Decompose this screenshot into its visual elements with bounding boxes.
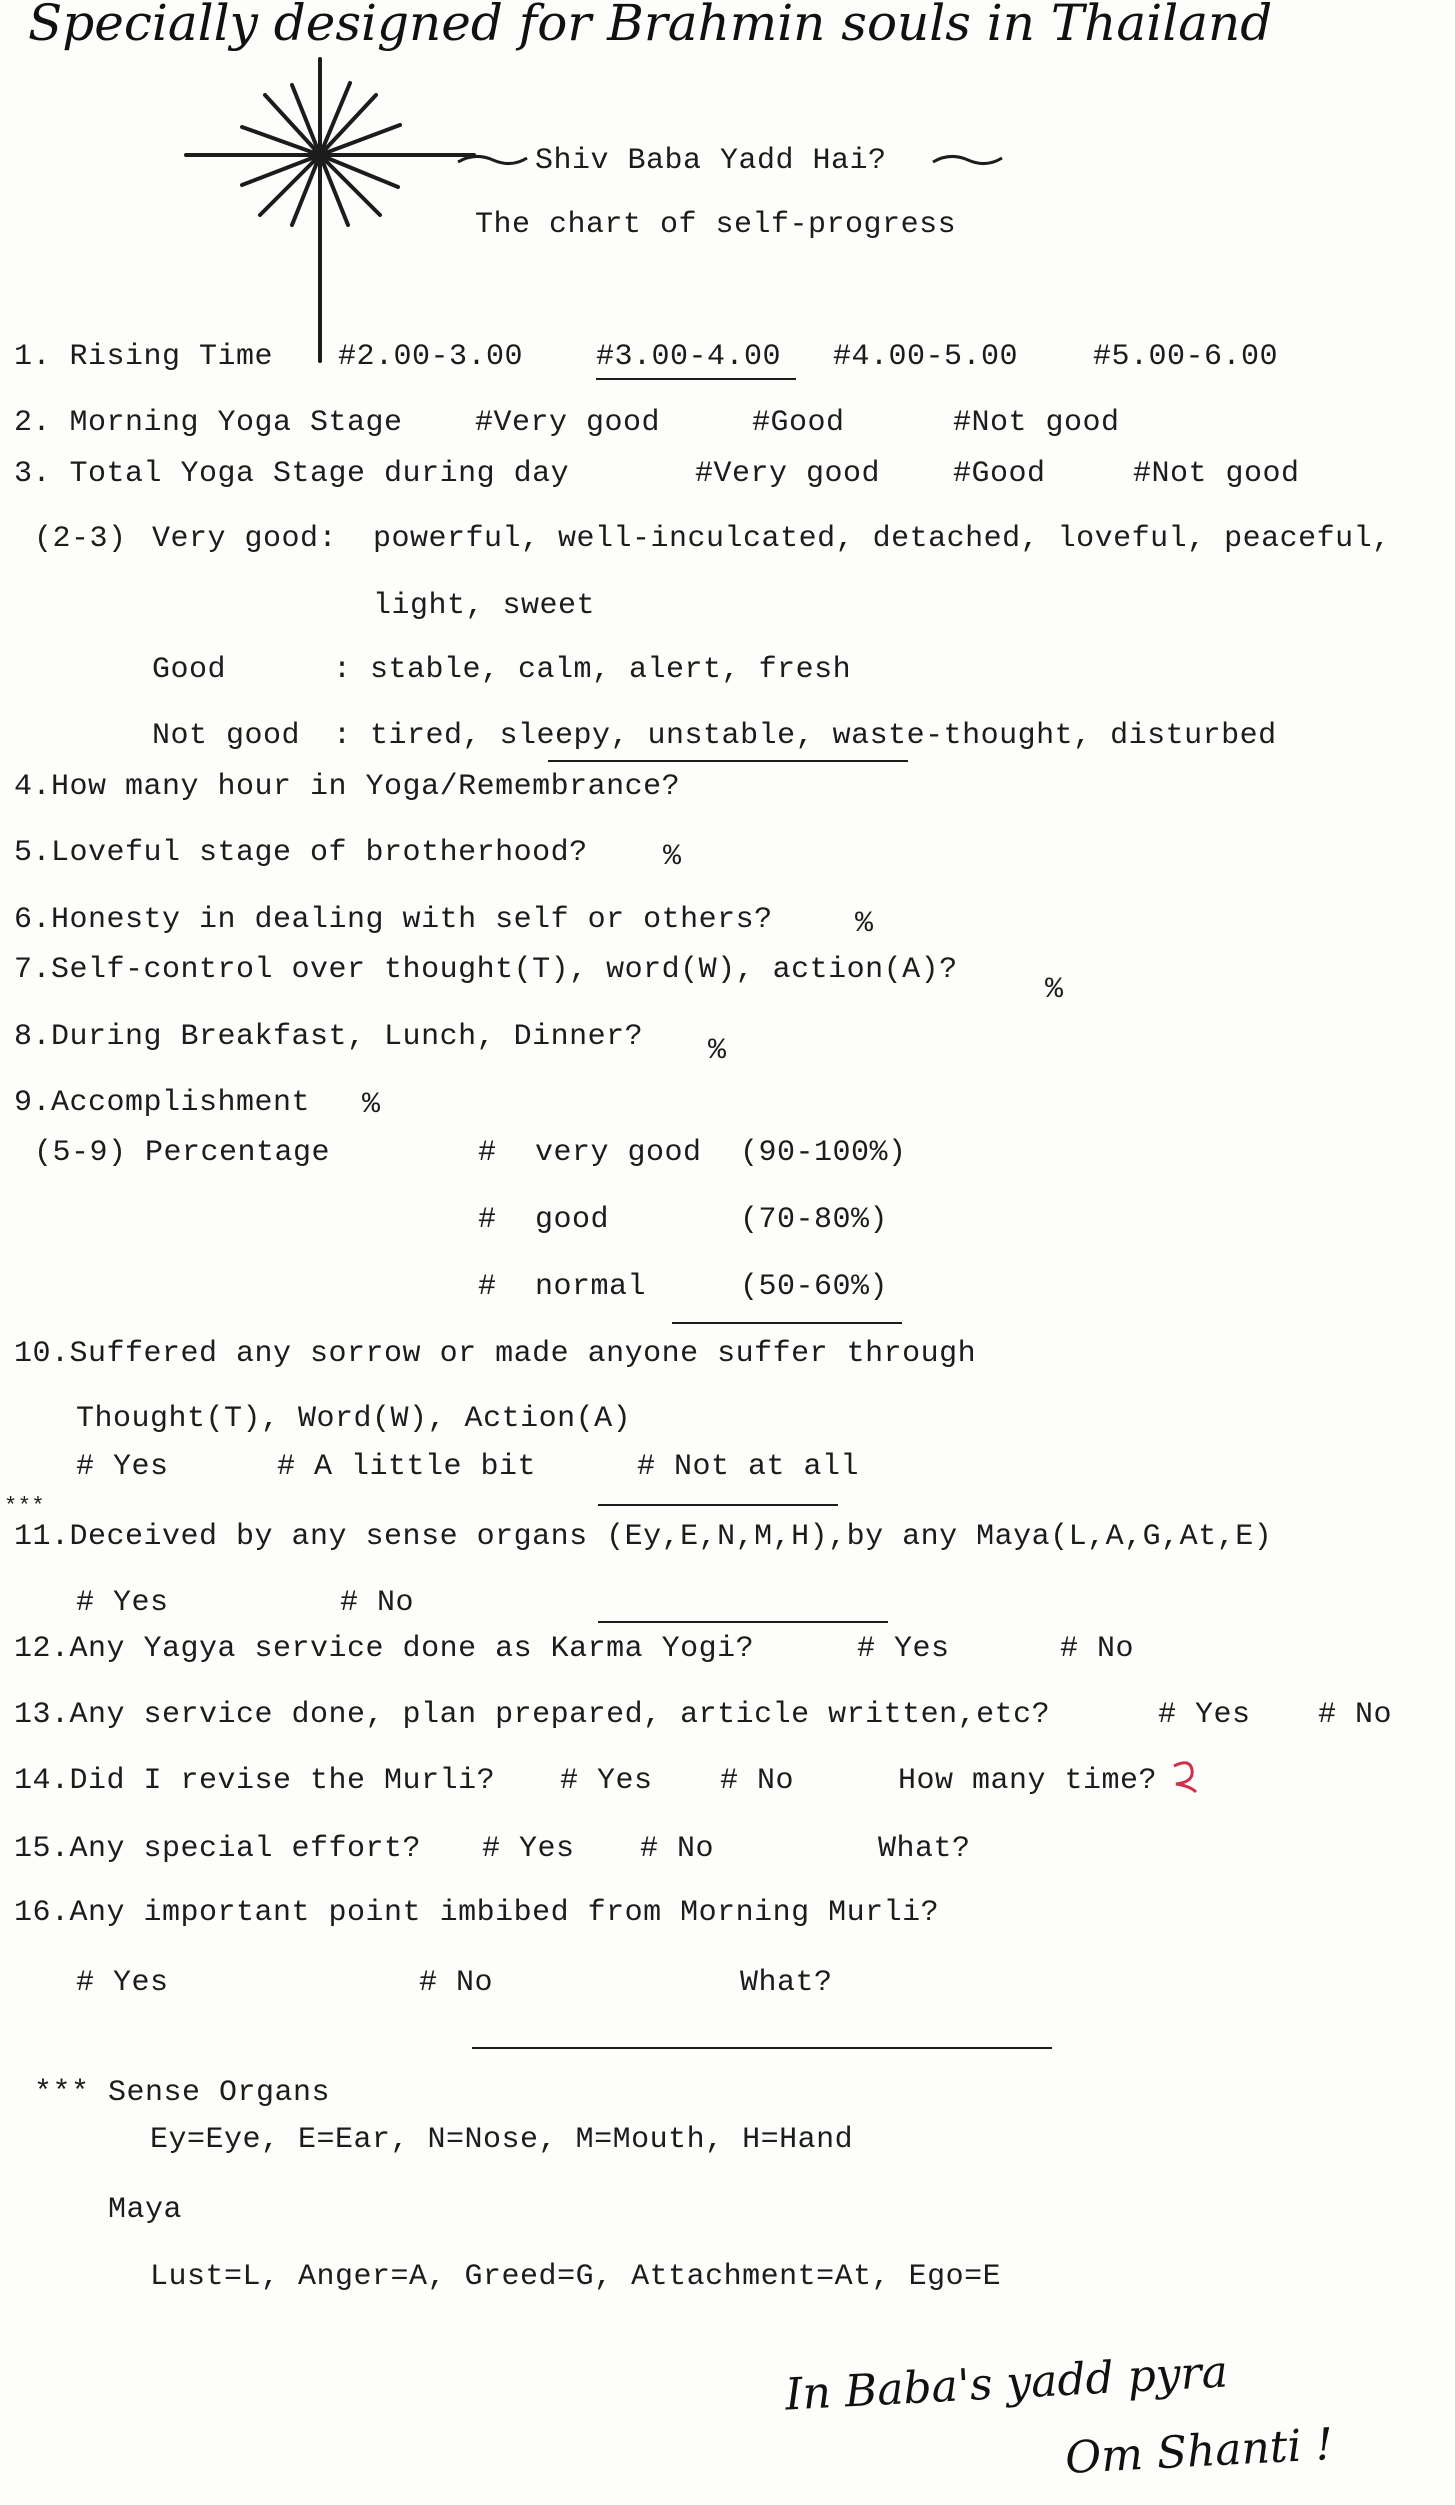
q2-option-1: #Very good (475, 406, 661, 440)
section-divider (472, 2047, 1052, 2049)
question-5: 5.Loveful stage of brotherhood? (14, 836, 588, 870)
scale-label-normal: normal (535, 1270, 647, 1304)
q15-option-2: # No (640, 1832, 715, 1866)
page-title: Shiv Baba Yadd Hai? (535, 144, 887, 178)
legend-not-good-text: : tired, sleepy, unstable, waste-thought, disturbed (333, 719, 1277, 753)
q3-option-1: #Very good (695, 457, 881, 491)
question-9: 9.Accomplishment (14, 1086, 311, 1120)
tilde-flourish-left (455, 150, 530, 170)
q14-how-many-times: How many time? (898, 1764, 1158, 1798)
footnote-sense-organs: Ey=Eye, E=Ear, N=Nose, M=Mouth, H=Hand (150, 2123, 854, 2157)
question-16: 16.Any important point imbibed from Morning Murli? (14, 1896, 940, 1930)
question-12: 12.Any Yagya service done as Karma Yogi? (14, 1632, 755, 1666)
question-4: 4.How many hour in Yoga/Remembrance? (14, 770, 681, 804)
page-subtitle: The chart of self-progress (475, 208, 957, 242)
q2-option-3: #Not good (953, 406, 1120, 440)
underline (672, 1322, 902, 1324)
question-6: 6.Honesty in dealing with self or others? (14, 903, 773, 937)
q10-option-1: # Yes (76, 1450, 169, 1484)
q1-option-1: #2.00-3.00 (338, 340, 524, 374)
scale-range-very-good: (90-100%) (740, 1136, 907, 1170)
question-11: 11.Deceived by any sense organs (Ey,E,N,M,H),by any Maya(L,A,G,At,E) (14, 1520, 1273, 1554)
handwritten-header-note: Specially designed for Brahmin souls in Thailand (28, 0, 1273, 52)
legend-very-good-text-2: light, sweet (373, 589, 596, 623)
q15-what: What? (878, 1832, 971, 1866)
q6-percent-mark: % (855, 907, 874, 941)
q1-option-2: #3.00-4.00 (596, 340, 782, 374)
legend-prefix: (2-3) (34, 522, 127, 556)
legend-good-text: : stable, calm, alert, fresh (333, 653, 852, 687)
q12-option-1: # Yes (857, 1632, 950, 1666)
q16-option-1: # Yes (76, 1966, 169, 2000)
scale-mark-2: # (478, 1203, 497, 1237)
legend-good-label: Good (152, 653, 227, 687)
underline (548, 760, 908, 762)
q14-option-1: # Yes (560, 1764, 653, 1798)
question-10: 10.Suffered any sorrow or made anyone suffer through (14, 1337, 977, 1371)
q3-option-2: #Good (953, 457, 1046, 491)
scale-range-good: (70-80%) (740, 1203, 889, 1237)
question-7: 7.Self-control over thought(T), word(W), action(A)? (14, 953, 958, 987)
q8-percent-mark: % (708, 1034, 727, 1068)
q1-option-3: #4.00-5.00 (833, 340, 1019, 374)
scale-label-good: good (535, 1203, 610, 1237)
q3-option-3: #Not good (1133, 457, 1300, 491)
footnote-maya: Lust=L, Anger=A, Greed=G, Attachment=At, Ego=E (150, 2260, 1002, 2294)
scale-range-normal: (50-60%) (740, 1270, 889, 1304)
q15-option-1: # Yes (482, 1832, 575, 1866)
q11-option-1: # Yes (76, 1586, 169, 1620)
legend-not-good-label: Not good (152, 719, 301, 753)
legend-very-good-label: Very good: (152, 522, 338, 556)
question-1: 1. Rising Time (14, 340, 274, 374)
question-2: 2. Morning Yoga Stage (14, 406, 403, 440)
footnote-heading: *** Sense Organs (34, 2076, 331, 2110)
percentage-scale-label: (5-9) Percentage (34, 1136, 331, 1170)
scale-mark-3: # (478, 1270, 497, 1304)
underline (598, 1504, 838, 1506)
q12-option-2: # No (1060, 1632, 1135, 1666)
tilde-flourish-right (930, 150, 1005, 170)
q11-option-2: # No (340, 1586, 415, 1620)
q10-option-3: # Not at all (637, 1450, 860, 1484)
q1-option-4: #5.00-6.00 (1093, 340, 1279, 374)
footnote-maya-heading: Maya (108, 2193, 183, 2227)
q5-percent-mark: % (663, 840, 682, 874)
q9-percent-mark: % (362, 1088, 381, 1122)
footnote-stars: *** (4, 1494, 46, 1519)
q13-option-2: # No (1318, 1698, 1393, 1732)
star-burst-icon (180, 55, 480, 365)
underline (596, 378, 796, 380)
underline (598, 1621, 888, 1623)
q16-what: What? (740, 1966, 833, 2000)
question-14: 14.Did I revise the Murli? (14, 1764, 496, 1798)
question-13: 13.Any service done, plan prepared, article written,etc? (14, 1698, 1051, 1732)
q7-percent-mark: % (1045, 973, 1064, 1007)
question-10-line-2: Thought(T), Word(W), Action(A) (76, 1402, 632, 1436)
q10-option-2: # A little bit (277, 1450, 537, 1484)
question-8: 8.During Breakfast, Lunch, Dinner? (14, 1020, 644, 1054)
scale-mark-1: # (478, 1136, 497, 1170)
handwritten-signature-line-2: Om Shanti ! (1063, 2419, 1335, 2484)
handwritten-signature-line-1: In Baba's yadd pyra (783, 2346, 1230, 2421)
scale-label-very-good: very good (535, 1136, 702, 1170)
question-15: 15.Any special effort? (14, 1832, 422, 1866)
red-ink-mark (1168, 1756, 1204, 1796)
q2-option-2: #Good (752, 406, 845, 440)
legend-very-good-text: powerful, well-inculcated, detached, loveful, peaceful, (373, 522, 1391, 556)
q14-option-2: # No (720, 1764, 795, 1798)
q16-option-2: # No (419, 1966, 494, 2000)
question-3: 3. Total Yoga Stage during day (14, 457, 570, 491)
q13-option-1: # Yes (1158, 1698, 1251, 1732)
